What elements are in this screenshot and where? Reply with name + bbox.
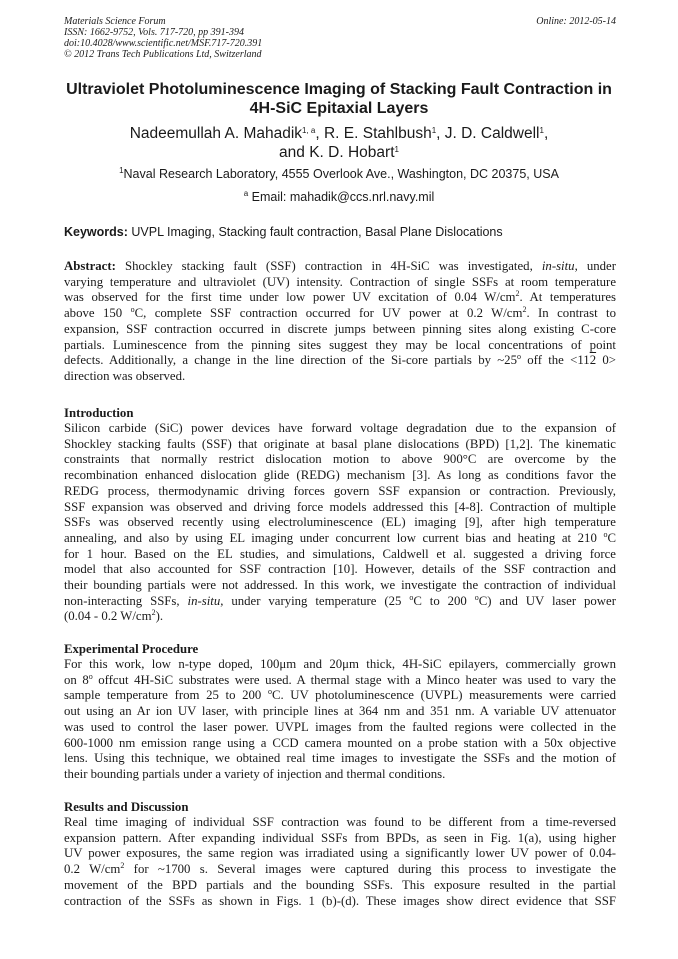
abstract-line: expansion, SSF contraction occurred in discrete jumps between pinning sites along existing C-core (64, 321, 616, 336)
text-run: sample temperature from 25 to 200 (64, 688, 268, 703)
abstract-line (64, 259, 616, 275)
body-line: their bounding partials under a variety of injection and thermal conditions. (64, 766, 446, 781)
author-list (40, 124, 638, 162)
text-run: on 8 (64, 672, 89, 687)
text-run: C, complete SSF contraction occurred for UV power at 0.2 W/cm (134, 306, 523, 321)
abstract-line (64, 306, 616, 322)
author-line-1 (40, 124, 638, 143)
author-sup: 1 (539, 126, 544, 135)
text-run: offcut 4H-SiC substrates were used. A thermal stage with a Minco heater was used to vary the (92, 672, 616, 687)
superscript: o (474, 592, 479, 602)
text-run: annealing, and also by using EL imaging under concurrent low current bias and heating at 210 (64, 530, 604, 545)
abstract-line: partials. Luminescence from the pinning sites suggest they may be local concentrations of point (64, 337, 616, 352)
author-name: Nadeemullah A. Mahadik (129, 125, 303, 142)
journal-header (64, 16, 616, 60)
experimental-heading: Experimental Procedure (64, 642, 199, 656)
abstract-line: direction was observed. (64, 368, 186, 383)
issn-line: ISSN: 1662-9752, Vols. 717-720, pp 391-394 (64, 27, 244, 38)
superscript: 2 (151, 608, 156, 618)
superscript: 2 (522, 305, 527, 315)
keywords-text: UVPL Imaging, Stacking fault contraction, Basal Plane Dislocations (127, 225, 503, 239)
body-line: out using an Ar ion UV laser, with principle lines at 364 nm and 351 nm. A variable UV attenuator (64, 704, 616, 719)
body-line (64, 609, 616, 625)
experimental-body (64, 657, 616, 783)
body-line: their bounding partials were not addressed. In this work, we investigate the contraction of individual (64, 578, 616, 593)
keywords-label: Keywords: (64, 225, 128, 239)
email-line (40, 189, 638, 205)
superscript: o (409, 592, 414, 602)
results-body (64, 815, 616, 909)
text-run: C (607, 530, 616, 545)
body-line: constraints that normally restrict dislocation motion to above 900°C are overcome by the (64, 452, 616, 467)
text-run: non-interacting SSFs, (64, 593, 188, 608)
body-line: model that also accounted for SSF contraction [10]. However, details of the SSF contraction and (64, 562, 616, 577)
copyright-line: © 2012 Trans Tech Publications Ltd, Switzerland (64, 49, 262, 60)
title-line-2: 4H-SiC Epitaxial Layers (249, 100, 429, 117)
email-text: Email: mahadik@ccs.nrl.navy.mil (248, 190, 435, 204)
body-line: contraction of the SSFs as shown in Figs. 1 (b)-(d). These images show direct evidence that SSF (64, 893, 616, 908)
body-line: Silicon carbide (SiC) power devices have forward voltage degradation due to the expansion of (64, 421, 616, 435)
superscript: 2 (120, 861, 125, 871)
superscript: o (88, 671, 93, 681)
text-run: C to 200 (413, 593, 475, 608)
abstract-label: Abstract: (64, 259, 116, 273)
online-date: Online: 2012-05-14 (536, 16, 616, 27)
text-run: 0.2 W/cm (64, 862, 121, 877)
body-line: Shockley stacking faults (SSF) that originate at basal plane dislocations (BPD) [1,2]. The kinematic (64, 436, 616, 451)
abstract-line (64, 290, 616, 306)
body-line: SSFs was observed recently using electroluminescence (EL) imaging [9], after high temperature (64, 515, 616, 530)
author-line-2 (40, 143, 638, 162)
body-line: expansion pattern. After expanding individual SSFs from BPDs, as seen in Fig. 1(a), using higher (64, 830, 616, 845)
introduction-body (64, 421, 616, 625)
author-comma: , (543, 125, 549, 142)
italic-run: in-situ (187, 593, 221, 608)
doi-line: doi:10.4028/www.scientific.net/MSF.717-720.391 (64, 38, 263, 49)
body-line: lens. Using this technique, we obtained real time images to investigate the SSFs and the motion of (64, 751, 616, 766)
body-line (64, 531, 616, 547)
superscript: 2 (515, 289, 520, 299)
overlined-index: 2 (589, 353, 597, 368)
keywords (64, 224, 616, 240)
abstract (64, 259, 616, 385)
body-line: movement of the BPD partials and the bounding SSFs. This exposure resulted in the partial (64, 877, 616, 892)
body-line: REDG process, thermodynamic driving forces govern SSF expansion or contraction. Previously, (64, 483, 616, 498)
title-line-1: Ultraviolet Photoluminescence Imaging of Stacking Fault Contraction in (66, 81, 612, 98)
text-run: , under (574, 259, 616, 273)
body-line (64, 594, 616, 610)
author-name: and K. D. Hobart (279, 144, 395, 161)
text-run: C. UV photoluminescence (UVPL) measurements were carried (271, 688, 616, 703)
superscript: o (130, 305, 135, 315)
superscript: o (516, 352, 521, 362)
superscript: o (603, 529, 608, 539)
body-line (64, 862, 616, 878)
paper-title (40, 80, 638, 118)
email-sup: a (243, 189, 249, 198)
author-sup: 1, a (302, 126, 316, 135)
body-line: SSF expansion was observed and driving force models addressed this [4-8]. Contraction of multiple (64, 499, 616, 514)
introduction-heading: Introduction (64, 406, 134, 420)
text-run: , under varying temperature (25 (220, 593, 410, 608)
text-run: . At temperatures (519, 290, 616, 305)
author-name: , J. D. Caldwell (436, 125, 540, 142)
text-run: (0.04 - 0.2 W/cm (64, 609, 152, 624)
body-line: for 1 hour. Based on the EL studies, and simulations, Caldwell et al. suggested a driving force (64, 546, 616, 561)
text-run: was observed for the first time under low power UV excitation of 0.04 W/cm (64, 290, 516, 305)
affiliation (40, 166, 638, 182)
body-line: was used to control the laser power. UVPL images from the faulted regions were collected in the (64, 719, 616, 734)
affiliation-sup: 1 (119, 166, 124, 175)
abstract-line: varying temperature and ultraviolet (UV) intensity. Contraction of single SSFs at room temperature (64, 274, 616, 289)
text-run: . In contrast to (526, 306, 616, 321)
results-heading: Results and Discussion (64, 800, 189, 814)
text-run: Shockley stacking fault (SSF) contraction in 4H-SiC was investigated, (115, 259, 542, 273)
author-sup: 1 (431, 126, 437, 135)
text-run: C) and UV laser power (478, 593, 616, 608)
text-run: off the <11 (520, 353, 590, 368)
text-run: defects. Additionally, a change in the line direction of the Si-core partials by ~25 (64, 353, 517, 368)
author-name: , R. E. Stahlbush (315, 125, 432, 142)
text-run: for ~1700 s. Several images were captured during this process to investigate the (124, 862, 616, 877)
italic-run: in-situ (541, 259, 575, 273)
body-line (64, 673, 616, 689)
body-line: Real time imaging of individual SSF contraction was found to be different from a time-reversed (64, 815, 616, 829)
body-line: UV power exposures, the same region was irradiated using a significantly lower UV power of 0.04- (64, 846, 616, 861)
author-sup: 1 (394, 145, 399, 154)
text-run: ). (155, 609, 164, 624)
affiliation-text: Naval Research Laboratory, 4555 Overlook Ave., Washington, DC 20375, USA (123, 167, 559, 181)
body-line: 600-1000 nm emission range using a CCD camera mounted on a probe station with a 50x objective (64, 735, 616, 750)
text-run: 0> (596, 353, 616, 368)
text-run: above 150 (64, 306, 131, 321)
body-line (64, 688, 616, 704)
abstract-line (64, 353, 616, 369)
superscript: o (267, 687, 272, 697)
body-line: recombination enhanced dislocation glide (REDG) mechanism [3]. As long as conditions favor the (64, 468, 616, 483)
journal-name: Materials Science Forum (64, 16, 166, 27)
body-line: For this work, low n-type doped, 100μm and 20μm thick, 4H-SiC epilayers, commercially grown (64, 657, 616, 671)
